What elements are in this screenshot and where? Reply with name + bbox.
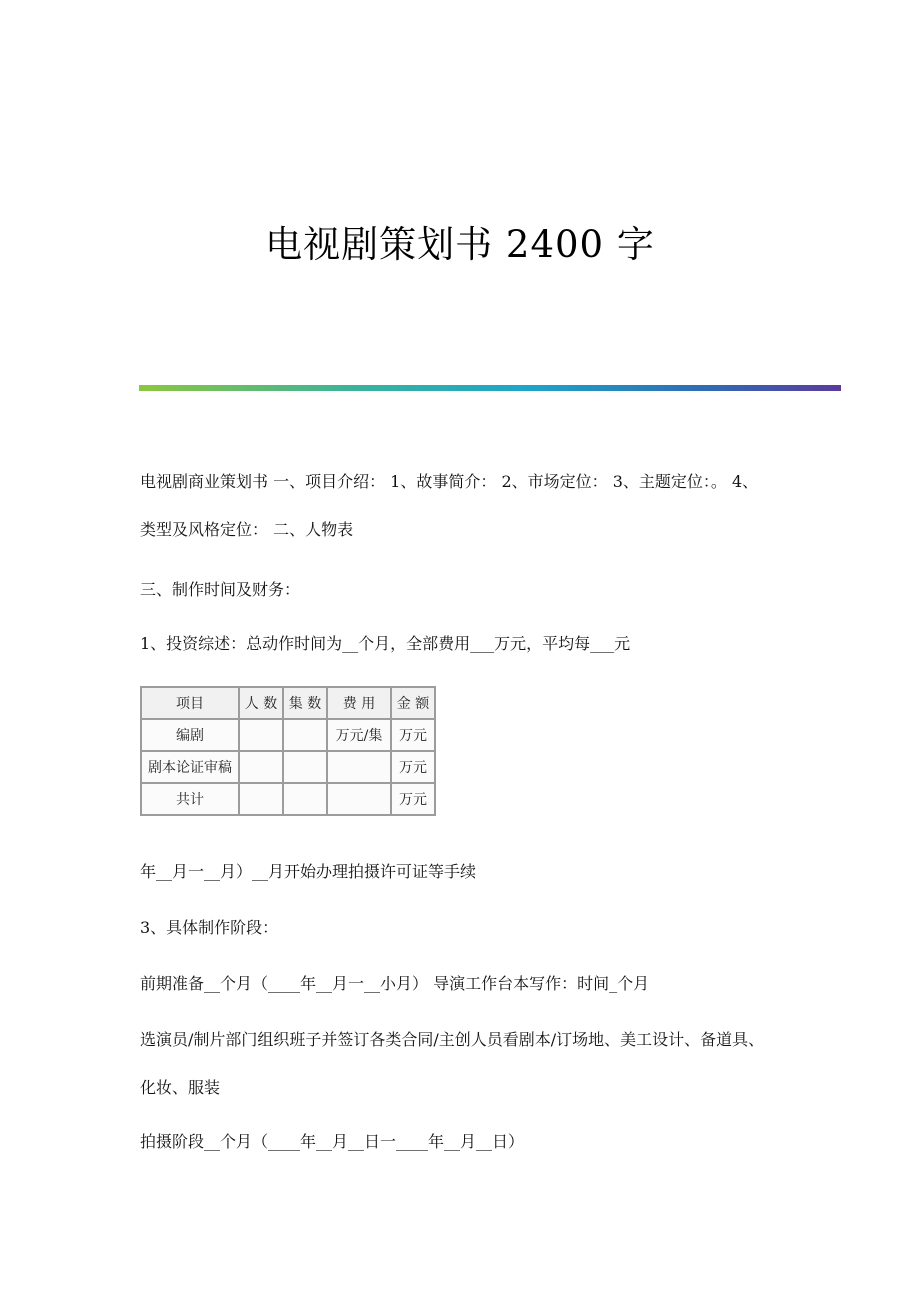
casting-paragraph: 选演员/制片部门组织班子并签订各类合同/主创人员看剧本/订场地、美工设计、备道具、化妆、服装	[140, 1030, 765, 1097]
prep-stage-paragraph: 前期准备__个月（____年__月一__小月） 导演工作台本写作：时间_个月	[140, 974, 650, 993]
table-header-cell: 金 额	[391, 687, 435, 719]
table-cell: 编剧	[141, 719, 239, 751]
table-cell	[283, 783, 327, 815]
intro-paragraph: 电视剧商业策划书 一、项目介绍： 1、故事简介： 2、市场定位： 3、主题定位：。 4、类型及风格定位： 二、人物表	[140, 472, 759, 539]
table-cell: 万元	[391, 719, 435, 751]
table-row	[141, 783, 435, 815]
section-heading-stages: 3、具体制作阶段：	[140, 918, 279, 937]
table-header-cell: 项目	[141, 687, 239, 719]
table-header-cell: 集 数	[283, 687, 327, 719]
table-row	[141, 719, 435, 751]
section-heading-production: 三、制作时间及财务：	[140, 580, 301, 599]
investment-summary: 1、投资综述：总动作时间为__个月，全部费用___万元，平均每___元	[140, 634, 631, 653]
finance-table	[140, 686, 436, 816]
table-row	[141, 751, 435, 783]
gradient-divider	[139, 385, 841, 391]
table-cell: 共计	[141, 783, 239, 815]
table-cell	[239, 719, 283, 751]
document-title: 电视剧策划书 2400 字	[265, 223, 655, 266]
table-cell	[239, 783, 283, 815]
table-cell	[239, 751, 283, 783]
table-header-cell: 费 用	[327, 687, 391, 719]
table-cell	[283, 719, 327, 751]
table-cell: 万元/集	[327, 719, 391, 751]
shooting-stage-paragraph: 拍摄阶段__个月（____年__月__日一____年__月__日）	[140, 1132, 525, 1151]
table-cell	[327, 783, 391, 815]
table-cell	[283, 751, 327, 783]
table-header-cell: 人 数	[239, 687, 283, 719]
table-cell: 剧本论证审稿	[141, 751, 239, 783]
table-cell: 万元	[391, 751, 435, 783]
table-header-row	[141, 687, 435, 719]
table-cell: 万元	[391, 783, 435, 815]
table-cell	[327, 751, 391, 783]
permit-paragraph: 年__月一__月）__月开始办理拍摄许可证等手续	[140, 862, 477, 881]
